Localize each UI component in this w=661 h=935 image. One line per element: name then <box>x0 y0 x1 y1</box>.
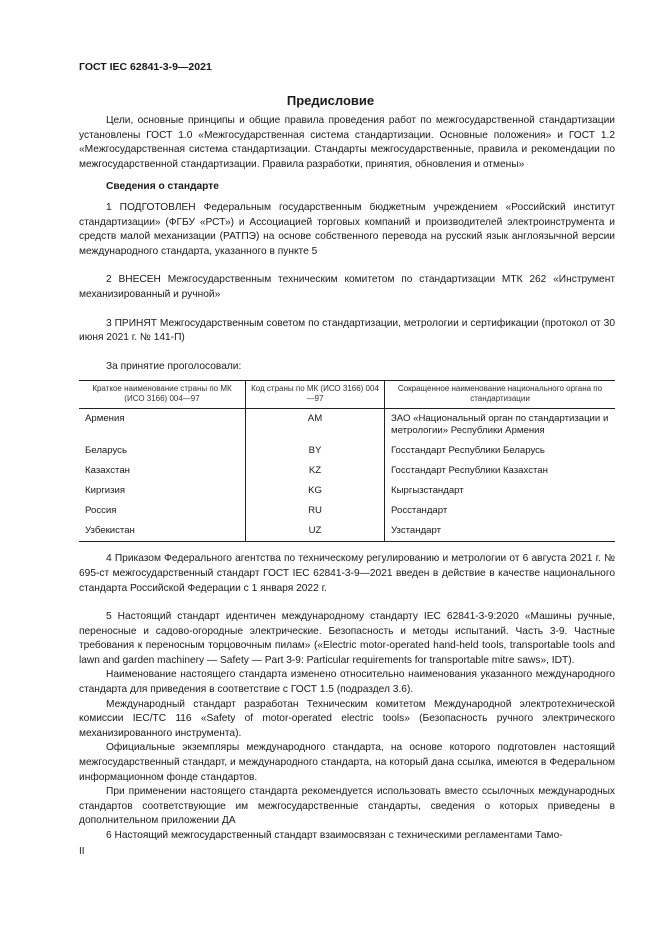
table-row <box>79 409 615 442</box>
document-id: ГОСТ IEC 62841-3-9—2021 <box>79 61 212 73</box>
item-2: 2 ВНЕСЕН Межгосударственным техническим комитетом по стандартизации МТК 262 «Инструмент механизированный и ручной» <box>79 274 615 300</box>
page-title: Предисловие <box>286 93 375 108</box>
code-cell: KZ <box>246 461 385 481</box>
table-header-row <box>79 381 615 409</box>
table-row <box>79 501 615 521</box>
table-row <box>79 481 615 501</box>
table-row <box>79 521 615 542</box>
item-5-note-developer: Международный стандарт разработан Техническим комитетом Международной электротехнической комиссии IEC/TC 116 «Safety of motor-operated electric tools» (Безопасность ручного электрического механизированного инструмента). <box>79 698 615 739</box>
country-cell: Узбекистан <box>79 521 246 542</box>
item-1: 1 ПОДГОТОВЛЕН Федеральным государственным бюджетным учреждением «Российский институт стандартизации» (ФГБУ «РСТ») и Ассоциацией торговых компаний и производителей электроинструмента и средств малой механизации (РАТПЭ) на основе собственного перевода на русский язык англоязычной версии международного стандарта, указанного в пункте 5 <box>79 201 615 257</box>
column-header-body: Сокращенное наименование национального органа по стандартизации <box>385 381 616 409</box>
page-number: II <box>79 846 85 857</box>
body-cell: ЗАО «Национальный орган по стандартизации и метрологии» Республики Армения <box>385 409 616 442</box>
document-body <box>79 114 615 844</box>
item-6: 6 Настоящий межгосударственный стандарт взаимосвязан с техническими регламентами Тамо- <box>106 830 563 841</box>
body-cell: Росстандарт <box>385 501 616 521</box>
item-5-note-title: Наименование настоящего стандарта изменено относительно наименования указанного международного стандарта для приведения в соответствие с ГОСТ 1.5 (подраздел 3.6). <box>79 669 615 696</box>
table-row <box>79 461 615 481</box>
item-4: 4 Приказом Федерального агентства по техническому регулированию и метрологии от 6 августа 2021 г. № 695-ст межгосударственный стандарт ГОСТ IEC 62841-3-9—2021 введен в действие в качестве национального стандарта Российской Федерации с 1 января 2022 г. <box>79 553 615 594</box>
table-row <box>79 441 615 461</box>
country-cell: Киргизия <box>85 485 126 497</box>
country-cell: Беларусь <box>85 445 127 457</box>
body-cell: Госстандарт Республики Беларусь <box>385 441 616 461</box>
code-cell: KG <box>246 481 385 501</box>
vote-label: За принятие проголосовали: <box>106 360 242 372</box>
column-header-country: Краткое наименование страны по МК (ИСО 3166) 004—97 <box>79 381 246 409</box>
country-cell: Россия <box>85 505 117 517</box>
intro-paragraph: Цели, основные принципы и общие правила проведения работ по межгосударственной стандартизации установлены ГОСТ 1.0 «Межгосударственная система стандартизации. Основные положения» и ГОСТ 1.2 «Межгосударственная система стандартизации. Стандарты межгосударственные, правила и рекомендации по межгосударственной стандартизации. Правила разработки, принятия, обновления и отмены» <box>79 115 615 170</box>
column-header-code: Код страны по МК (ИСО 3166) 004—97 <box>246 381 385 409</box>
code-cell: BY <box>246 441 385 461</box>
code-cell: UZ <box>246 521 385 542</box>
code-cell: RU <box>246 501 385 521</box>
body-cell: Кыргызстандарт <box>385 481 616 501</box>
code-cell: AM <box>246 409 385 442</box>
item-5-note-references: При применении настоящего стандарта рекомендуется использовать вместо ссылочных международных стандартов соответствующие им межгосударственные стандарты, сведения о которых приведены в дополнительном приложении ДА <box>79 786 615 827</box>
item-3: 3 ПРИНЯТ Межгосударственным советом по стандартизации, метрологии и сертификации (протокол от 30 июня 2021 г. № 141-П) <box>79 317 615 344</box>
section-heading: Сведения о стандарте <box>106 181 219 193</box>
voting-table <box>79 380 615 542</box>
country-cell: Армения <box>85 413 125 425</box>
item-5-note-copies: Официальные экземпляры международного стандарта, на основе которого подготовлен настоящий межгосударственный стандарт, и международного стандарта, на который дана ссылка, имеются в Федеральном информационном фонде стандартов. <box>79 742 615 783</box>
body-cell: Узстандарт <box>385 521 616 542</box>
item-5: 5 Настоящий стандарт идентичен международному стандарту IEC 62841-3-9:2020 «Машины ручные, переносные и садово-огородные электрические. Безопасность и методы испытаний. Часть 3-9. Частные требования к переносным торцовочным пилам» («Electric motor-operated hand-held tools, transportable tools and lawn and garden machinery — Safety — Part 3-9: Particular requirements for transportable mitre saws», IDT). <box>79 611 615 666</box>
body-cell: Госстандарт Республики Казахстан <box>385 461 616 481</box>
country-cell: Казахстан <box>85 465 130 477</box>
